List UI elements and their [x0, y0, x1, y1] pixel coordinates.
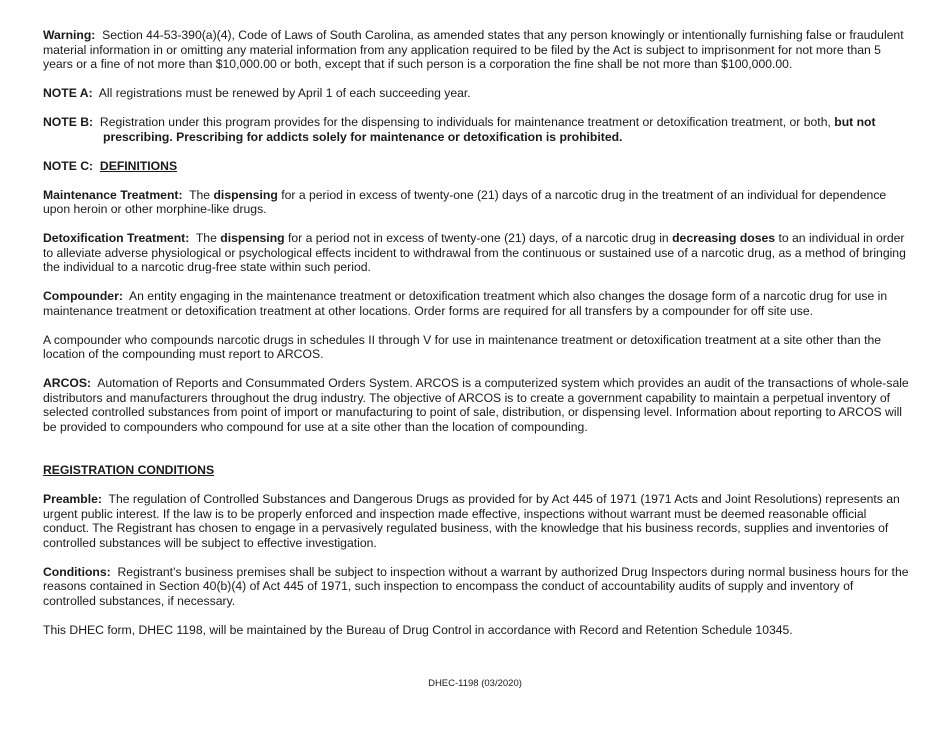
preamble-label: Preamble:: [43, 492, 102, 506]
detox-post: to an individual in order to alleviate adverse physiological or psychological effects incident to withdrawal from the continuous or sustained use of a narcotic drug, as a method of bringing the individual to a narcotic drug-free state within such period.: [43, 231, 906, 274]
note-b-label: NOTE B:: [43, 115, 94, 129]
document-page: [43, 28, 909, 652]
detoxification-treatment-paragraph: [43, 231, 909, 275]
detox-pre: The: [195, 231, 217, 245]
note-b-text: Registration under this program provides for the dispensing to individuals for maintenance treatment or detoxification treatment, or both,: [99, 115, 831, 129]
preamble-text: The regulation of Controlled Substances and Dangerous Drugs as provided for by Act 445 of 1971 (1971 Acts and Joint Resolutions) represents an urgent public interest. If the law is to be properly enforced and inspection made effective, inspections without warrant must be deemed reasonable official conduct. The Registrant has chosen to engage in a pervasively regulated business, with the knowledge that his business records, supplies and inventories of controlled substances will be subject to effective investigation.: [43, 492, 900, 550]
conditions-paragraph: [43, 565, 909, 609]
warning-paragraph: [43, 28, 909, 72]
arcos-paragraph: [43, 376, 909, 434]
detoxification-treatment-label: Detoxification Treatment:: [43, 231, 190, 245]
arcos-text: Automation of Reports and Consummated Orders System. ARCOS is a computerized system which provides an audit of the transactions of whole-sale distributors and manufacturers throughout the drug industry. The objective of ARCOS is to create a government capability to maintain a perpetual inventory of selected controlled substances from point of import or manufacturing to point of sale, distribution, or dispensing level. Information about reporting to ARCOS will be provided to compounders who compound for use at a site other than the location of compounding.: [43, 376, 909, 434]
note-b-paragraph: [43, 115, 909, 144]
maintenance-bold: dispensing: [213, 187, 278, 202]
maintenance-post: for a period in excess of twenty-one (21) days of a narcotic drug in the treatment of an individual for dependence upon heroin or other morphine-like drugs.: [43, 187, 887, 216]
note-b-bold-text: but not prescribing. Prescribing for addicts solely for maintenance or detoxification is prohibited.: [103, 115, 876, 144]
compounder-text: An entity engaging in the maintenance treatment or detoxification treatment which also changes the dosage form of a narcotic drug for use in maintenance treatment or detoxification treatment at other locations. Order forms are required for all transfers by a compounder for off site use.: [43, 289, 888, 318]
preamble-paragraph: [43, 492, 909, 550]
registration-conditions-heading: REGISTRATION CONDITIONS: [43, 463, 215, 477]
detox-bold-decreasing-doses: decreasing doses: [672, 231, 776, 245]
compounder-paragraph: [43, 289, 909, 318]
maintenance-pre: The: [189, 187, 211, 202]
definitions-heading: DEFINITIONS: [99, 158, 178, 173]
compounder-note-paragraph: A compounder who compounds narcotic drugs in schedules II through V for use in maintenance treatment or detoxification treatment at a site other than the location of the compounding must report to ARCOS.: [43, 332, 882, 361]
compounder-label: Compounder:: [43, 289, 123, 303]
note-a-text: All registrations must be renewed by April 1 of each succeeding year.: [98, 86, 471, 100]
conditions-label: Conditions:: [43, 564, 111, 579]
conditions-text: Registrant’s business premises shall be subject to inspection without a warrant by authorized Drug Inspectors during normal business hours for the reasons contained in Section 40(b)(4) of Act 445 of 1971, such inspection to encompass the conduct of accountability audits of supply and inventory of controlled substances, if necessary.: [43, 564, 909, 608]
note-a-label: NOTE A:: [43, 86, 93, 100]
detox-mid: for a period not in excess of twenty-one (21) days, of a narcotic drug in: [287, 231, 669, 245]
detox-bold-dispensing: dispensing: [220, 231, 285, 245]
note-c-label: NOTE C:: [43, 158, 94, 173]
retention-paragraph: This DHEC form, DHEC 1198, will be maintained by the Bureau of Drug Control in accordance with Record and Retention Schedule 10345.: [43, 622, 793, 637]
form-number-footer: DHEC-1198 (03/2020): [428, 678, 522, 689]
maintenance-treatment-paragraph: [43, 188, 909, 217]
note-a-paragraph: [43, 86, 909, 101]
note-c-paragraph: [43, 159, 909, 174]
arcos-label: ARCOS:: [43, 376, 92, 390]
registration-conditions-heading-paragraph: [43, 463, 909, 478]
warning-label: Warning:: [43, 28, 96, 42]
section-spacer: [43, 449, 909, 464]
maintenance-treatment-label: Maintenance Treatment:: [43, 187, 183, 202]
warning-text: Section 44-53-390(a)(4), Code of Laws of South Carolina, as amended states that any person knowingly or intentionally furnishing false or fraudulent material information in or omitting any material information from any application required to be filed by the Act is subject to imprisonment for not more than 5 years or a fine of not more than $10,000.00 or both, except that if such person is a corporation the fine shall be not more than $100,000.00.: [43, 28, 904, 71]
